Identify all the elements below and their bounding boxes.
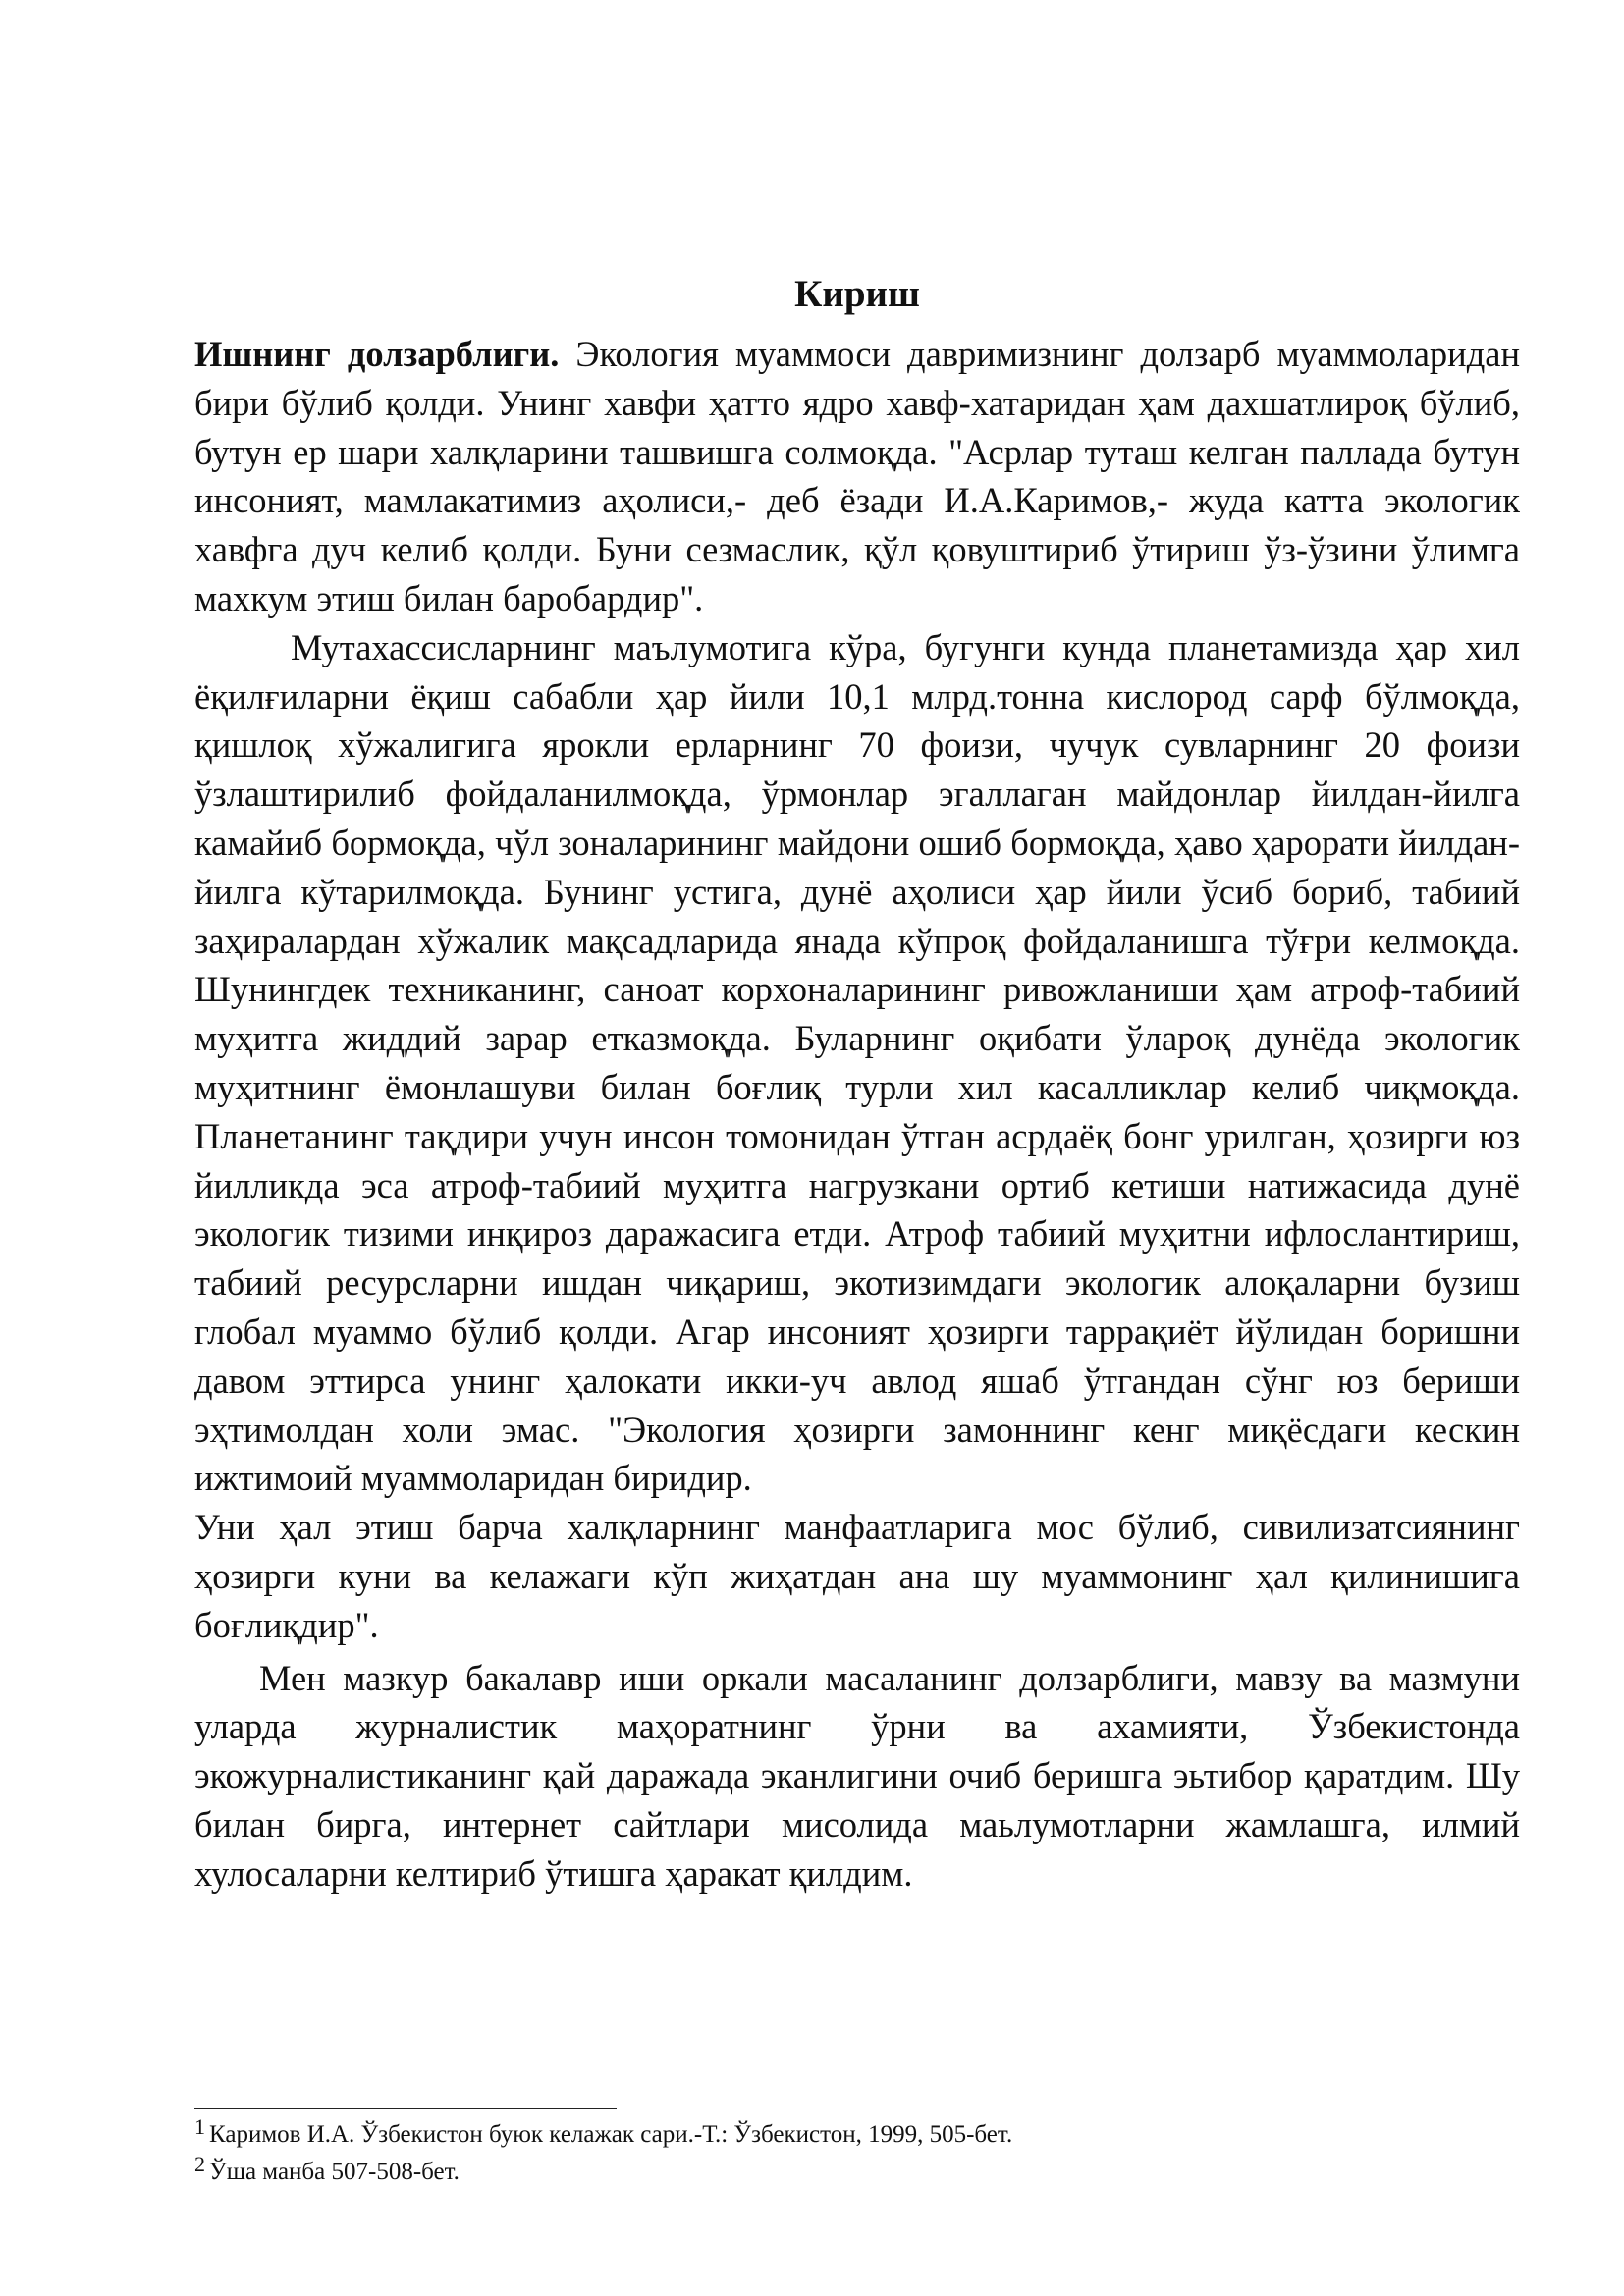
footnote-text: Ўша манба 507-508-бет. — [209, 2159, 460, 2185]
paragraph-experts-data: Мутахассисларнинг маълумотига кўра, бугунги кунда планетамизда ҳар хил ёқилғиларни ёқиш сабабли ҳар йили 10,1 млрд.тонна кислород сарф бўлмоқда, қишлоқ хўжалигига ярокли ерларнинг 70 фоизи, чучук сувларнинг 20 фоизи ўзлаштирилиб фойдаланилмоқда, ўрмонлар эгаллаган майдонлар йилдан-йилга камайиб бормоқда, чўл зоналарининг майдони ошиб бормоқда, ҳаво ҳарорати йилдан-йилга кўтарилмоқда. Бунинг устига, дунё аҳолиси ҳар йили ўсиб бориб, табиий заҳиралардан хўжалик мақсадларида янада кўпроқ фойдаланишга тўғри келмоқда. Шунингдек техниканинг, саноат корхоналарининг ривожланиши ҳам атроф-табиий муҳитга жиддий зарар етказмоқда. Буларнинг оқибати ўлароқ дунёда экологик муҳитнинг ёмонлашуви билан боғлиқ турли хил касалликлар келиб чиқмоқда. Планетанинг тақдири учун инсон томонидан ўтган асрдаёқ бонг урилган, ҳозирги юз йилликда эса атроф-табиий муҳитга нагрузкани ортиб кетиши натижасида дунё экологик тизими инқироз даражасига етди. Атроф табиий муҳитни ифлослантириш, табиий ресурсларни ишдан чиқариш, экотизимдаги экологик алоқаларни бузиш глобал муаммо бўлиб қолди. Агар инсоният ҳозирги таррақиёт йўлидан боришни давом эттирса унинг ҳалокати икки-уч авлод яшаб ўтгандан сўнг юз бериши эҳтимолдан холи эмас. "Экология ҳозирги замоннинг кенг миқёсдаги кескин ижтимоий муаммоларидан биридир. — [194, 626, 1520, 1499]
footnote-text: Каримов И.А. Ўзбекистон буюк келажак сари.-Т.: Ўзбекистон, 1999, 505-бет. — [209, 2121, 1013, 2148]
section-lead-heading: Ишнинг долзарблиги. — [194, 334, 560, 374]
footnote-item — [194, 2116, 1471, 2154]
paragraph-relevance-text: Экология муаммоси давримизнинг долзарб муаммоларидан бири бўлиб қолди. Унинг хавфи ҳатто ядро хавф-хатаридан ҳам дахшатлироқ бўлиб, бутун ер шари халқларини ташвишга солмоқда. "Асрлар туташ келган паллада бутун инсоният, мамлакатимиз аҳолиси,- деб ёзади И.А.Каримов,- жуда катта экологик хавфга дуч келиб қолди. Буни сезмаслик, қўл қовуштириб ўтириш ўз-ўзини ўлимга махкум этиш билан баробардир". — [194, 334, 1520, 618]
paragraph-solution: Уни ҳал этиш барча халқларнинг манфаатларига мос бўлиб, сивилизатсиянинг ҳозирги куни ва келажаги кўп жиҳатдан ана шу муаммонинг ҳал қилинишига боғлиқдир". — [194, 1507, 1520, 1645]
document-body — [194, 265, 1520, 1898]
paragraph-thesis-goal: Мен мазкур бакалавр иши оркали масаланинг долзарблиги, мавзу ва мазмуни уларда журналистик маҳоратнинг ўрни ва ахамияти, Ўзбекистонда экожурналистиканинг қай даражада эканлигини очиб беришга эьтибор қаратдим. Шу билан бирга, интернет сайтлари мисолида маьлумотларни жамлашга, илмий хулосаларни келтириб ўтишга ҳаракат қилдим. — [194, 1657, 1520, 1894]
footnote-mark: 1 — [194, 2114, 205, 2139]
paragraph-relevance — [194, 330, 1520, 623]
footnote-divider — [194, 2108, 617, 2109]
footnotes — [194, 2116, 1471, 2191]
page-title: Кириш — [794, 273, 920, 315]
footnote-item — [194, 2154, 1471, 2191]
footnote-mark: 2 — [194, 2152, 205, 2176]
